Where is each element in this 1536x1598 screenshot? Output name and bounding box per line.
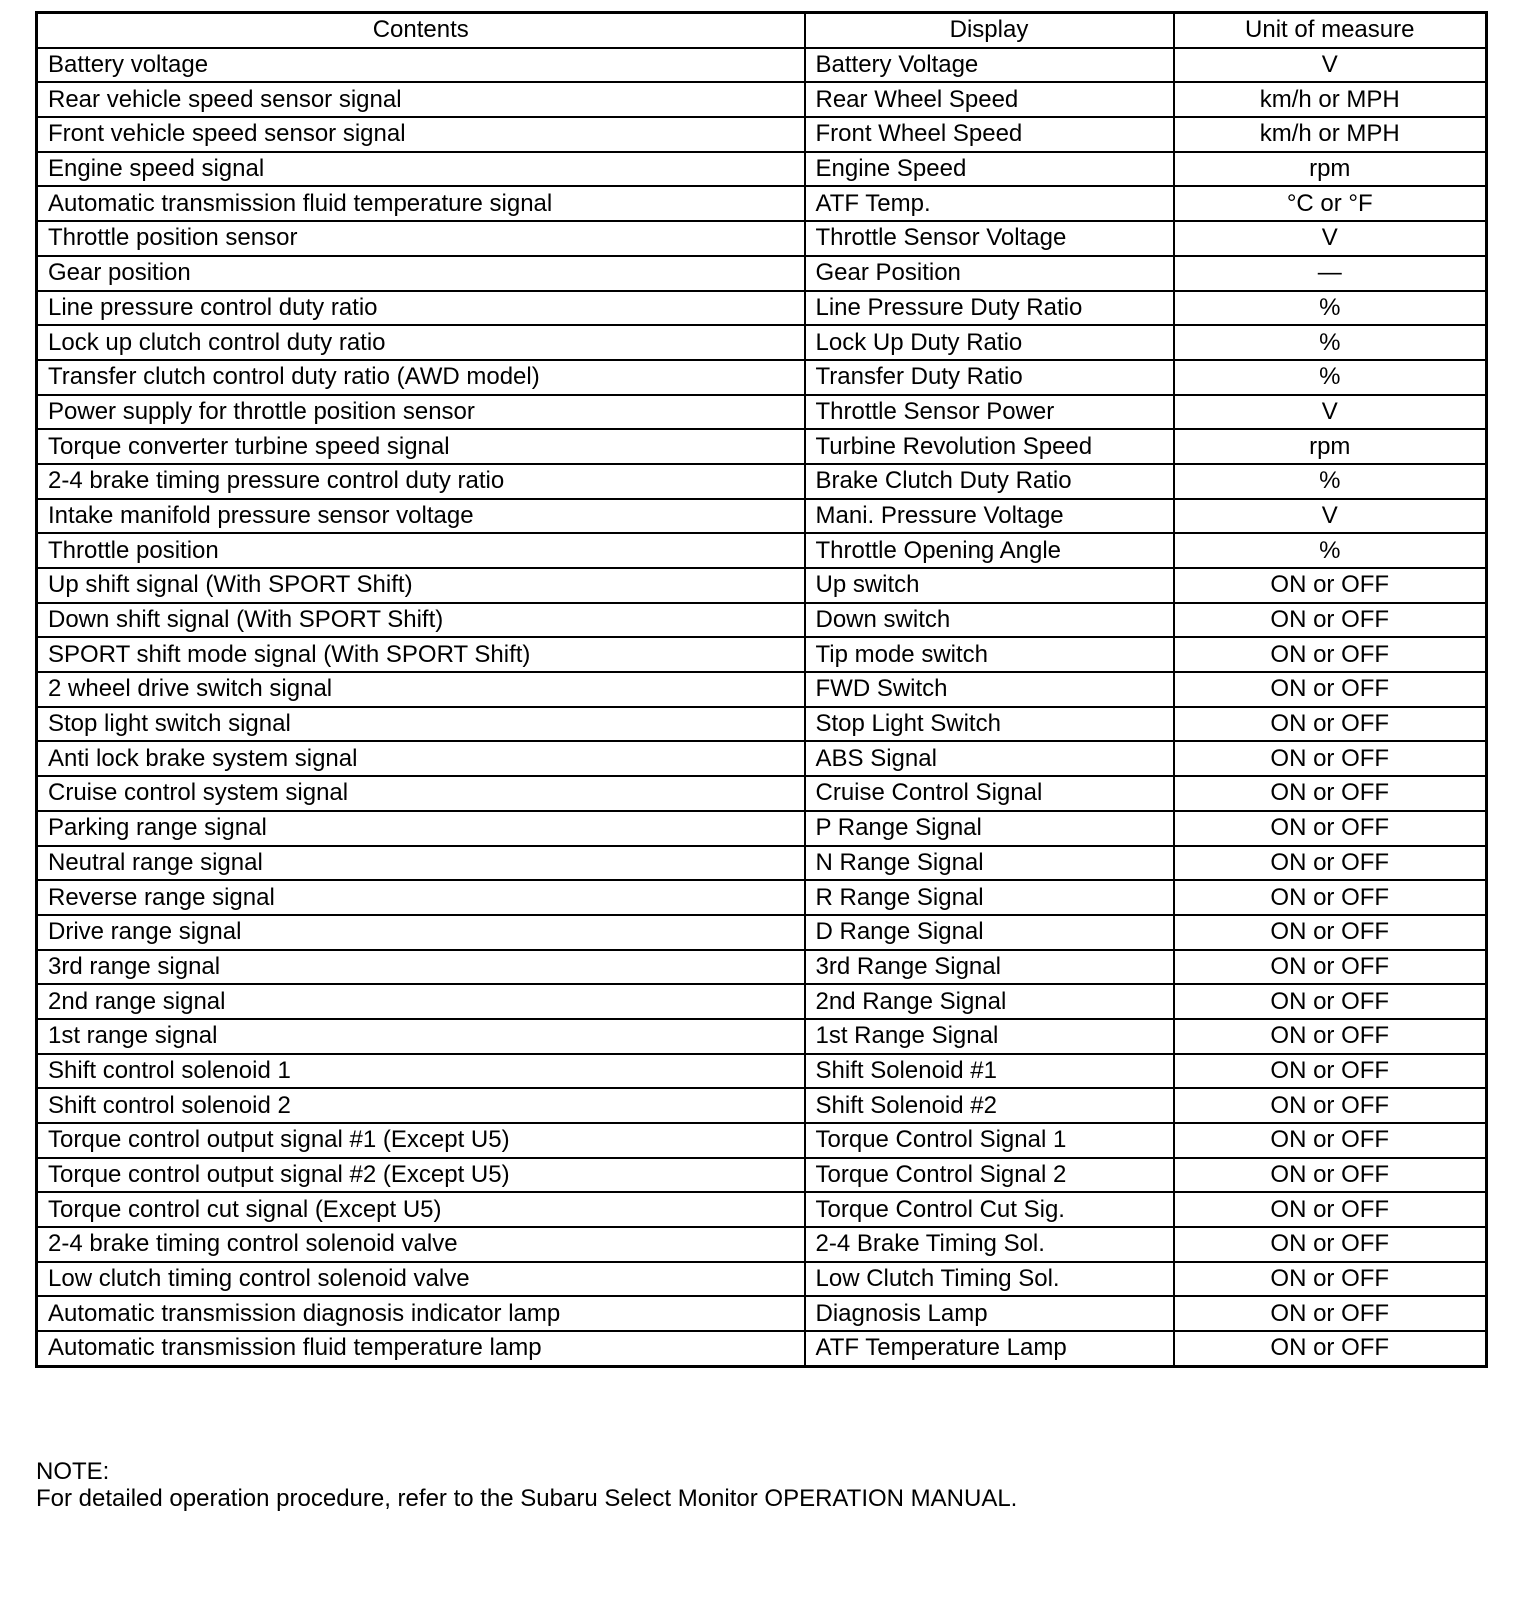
row-unit-cell: ON or OFF — [1174, 568, 1487, 603]
row-display-cell: 2nd Range Signal — [805, 984, 1174, 1019]
table-row — [37, 741, 1487, 776]
row-display-cell: Brake Clutch Duty Ratio — [805, 464, 1174, 499]
row-contents-cell: Throttle position — [37, 533, 805, 568]
table-row — [37, 429, 1487, 464]
row-contents-cell: Low clutch timing control solenoid valve — [37, 1262, 805, 1297]
table-row — [37, 1123, 1487, 1158]
table-row — [37, 1227, 1487, 1262]
row-unit-cell: ON or OFF — [1174, 1088, 1487, 1123]
row-contents-cell: Automatic transmission fluid temperature signal — [37, 186, 805, 221]
table-row — [37, 915, 1487, 950]
row-display-cell: 1st Range Signal — [805, 1019, 1174, 1054]
row-contents-cell: Gear position — [37, 256, 805, 291]
row-unit-cell: °C or °F — [1174, 186, 1487, 221]
row-contents-cell: Up shift signal (With SPORT Shift) — [37, 568, 805, 603]
header-contents: Contents — [37, 13, 805, 48]
row-unit-cell: ON or OFF — [1174, 1227, 1487, 1262]
row-contents-cell: Automatic transmission diagnosis indicator lamp — [37, 1296, 805, 1331]
row-display-cell: Torque Control Cut Sig. — [805, 1192, 1174, 1227]
table-row — [37, 568, 1487, 603]
row-contents-cell: Power supply for throttle position sensor — [37, 395, 805, 430]
row-unit-cell: ON or OFF — [1174, 846, 1487, 881]
row-unit-cell: ON or OFF — [1174, 741, 1487, 776]
row-unit-cell: ON or OFF — [1174, 915, 1487, 950]
row-display-cell: Cruise Control Signal — [805, 776, 1174, 811]
table-header-row — [37, 13, 1487, 48]
row-unit-cell: km/h or MPH — [1174, 117, 1487, 152]
row-unit-cell: ON or OFF — [1174, 950, 1487, 985]
row-display-cell: Rear Wheel Speed — [805, 82, 1174, 117]
table-row — [37, 1262, 1487, 1297]
row-display-cell: Up switch — [805, 568, 1174, 603]
row-display-cell: Engine Speed — [805, 152, 1174, 187]
row-display-cell: Front Wheel Speed — [805, 117, 1174, 152]
row-unit-cell: ON or OFF — [1174, 1262, 1487, 1297]
row-contents-cell: Down shift signal (With SPORT Shift) — [37, 603, 805, 638]
row-display-cell: FWD Switch — [805, 672, 1174, 707]
row-unit-cell: ON or OFF — [1174, 776, 1487, 811]
row-unit-cell: ON or OFF — [1174, 984, 1487, 1019]
row-display-cell: 2-4 Brake Timing Sol. — [805, 1227, 1174, 1262]
row-contents-cell: Front vehicle speed sensor signal — [37, 117, 805, 152]
row-unit-cell: V — [1174, 395, 1487, 430]
table-row — [37, 880, 1487, 915]
table-row — [37, 1088, 1487, 1123]
row-unit-cell: — — [1174, 256, 1487, 291]
row-unit-cell: % — [1174, 291, 1487, 326]
row-display-cell: Diagnosis Lamp — [805, 1296, 1174, 1331]
row-contents-cell: 2nd range signal — [37, 984, 805, 1019]
table-row — [37, 811, 1487, 846]
row-contents-cell: Transfer clutch control duty ratio (AWD model) — [37, 360, 805, 395]
row-display-cell: ABS Signal — [805, 741, 1174, 776]
table-row — [37, 846, 1487, 881]
row-contents-cell: Torque converter turbine speed signal — [37, 429, 805, 464]
row-contents-cell: Rear vehicle speed sensor signal — [37, 82, 805, 117]
row-display-cell: R Range Signal — [805, 880, 1174, 915]
row-contents-cell: Shift control solenoid 2 — [37, 1088, 805, 1123]
row-unit-cell: V — [1174, 48, 1487, 83]
row-contents-cell: Lock up clutch control duty ratio — [37, 325, 805, 360]
row-display-cell: Shift Solenoid #2 — [805, 1088, 1174, 1123]
note-text: For detailed operation procedure, refer to the Subaru Select Monitor OPERATION MANUAL. — [36, 1485, 1018, 1512]
table-body — [37, 48, 1487, 1367]
row-contents-cell: Throttle position sensor — [37, 221, 805, 256]
row-contents-cell: Reverse range signal — [37, 880, 805, 915]
row-unit-cell: ON or OFF — [1174, 1019, 1487, 1054]
table-row — [37, 776, 1487, 811]
row-contents-cell: Torque control output signal #2 (Except U5) — [37, 1158, 805, 1193]
row-display-cell: Line Pressure Duty Ratio — [805, 291, 1174, 326]
row-unit-cell: % — [1174, 464, 1487, 499]
row-contents-cell: Torque control output signal #1 (Except U5) — [37, 1123, 805, 1158]
row-unit-cell: ON or OFF — [1174, 1123, 1487, 1158]
row-unit-cell: ON or OFF — [1174, 672, 1487, 707]
row-contents-cell: Battery voltage — [37, 48, 805, 83]
row-display-cell: Battery Voltage — [805, 48, 1174, 83]
row-contents-cell: Neutral range signal — [37, 846, 805, 881]
row-display-cell: Throttle Sensor Power — [805, 395, 1174, 430]
row-unit-cell: ON or OFF — [1174, 637, 1487, 672]
row-unit-cell: km/h or MPH — [1174, 82, 1487, 117]
row-contents-cell: Automatic transmission fluid temperature lamp — [37, 1331, 805, 1366]
table-row — [37, 395, 1487, 430]
row-unit-cell: V — [1174, 499, 1487, 534]
row-unit-cell: ON or OFF — [1174, 1192, 1487, 1227]
row-unit-cell: ON or OFF — [1174, 1054, 1487, 1089]
table-row — [37, 637, 1487, 672]
row-display-cell: Transfer Duty Ratio — [805, 360, 1174, 395]
row-contents-cell: Engine speed signal — [37, 152, 805, 187]
row-unit-cell: ON or OFF — [1174, 1331, 1487, 1366]
table-row — [37, 1019, 1487, 1054]
table-row — [37, 1158, 1487, 1193]
table-row — [37, 1054, 1487, 1089]
row-unit-cell: V — [1174, 221, 1487, 256]
table-row — [37, 256, 1487, 291]
row-unit-cell: % — [1174, 325, 1487, 360]
header-display: Display — [805, 13, 1174, 48]
row-display-cell: ATF Temperature Lamp — [805, 1331, 1174, 1366]
row-contents-cell: Shift control solenoid 1 — [37, 1054, 805, 1089]
row-contents-cell: Intake manifold pressure sensor voltage — [37, 499, 805, 534]
table-row — [37, 82, 1487, 117]
row-unit-cell: % — [1174, 533, 1487, 568]
table-row — [37, 291, 1487, 326]
table-row — [37, 186, 1487, 221]
table-row — [37, 1192, 1487, 1227]
row-unit-cell: rpm — [1174, 429, 1487, 464]
row-contents-cell: 2-4 brake timing pressure control duty ratio — [37, 464, 805, 499]
row-display-cell: Tip mode switch — [805, 637, 1174, 672]
row-display-cell: Gear Position — [805, 256, 1174, 291]
row-contents-cell: 2-4 brake timing control solenoid valve — [37, 1227, 805, 1262]
row-contents-cell: Cruise control system signal — [37, 776, 805, 811]
row-contents-cell: Stop light switch signal — [37, 707, 805, 742]
row-unit-cell: ON or OFF — [1174, 1296, 1487, 1331]
row-display-cell: Stop Light Switch — [805, 707, 1174, 742]
monitor-items-table — [35, 11, 1488, 1368]
row-display-cell: ATF Temp. — [805, 186, 1174, 221]
row-contents-cell: Parking range signal — [37, 811, 805, 846]
row-contents-cell: Anti lock brake system signal — [37, 741, 805, 776]
table-row — [37, 48, 1487, 83]
row-display-cell: Down switch — [805, 603, 1174, 638]
table-row — [37, 984, 1487, 1019]
row-display-cell: Low Clutch Timing Sol. — [805, 1262, 1174, 1297]
row-contents-cell: Torque control cut signal (Except U5) — [37, 1192, 805, 1227]
row-unit-cell: ON or OFF — [1174, 880, 1487, 915]
row-unit-cell: ON or OFF — [1174, 811, 1487, 846]
table-row — [37, 533, 1487, 568]
table-row — [37, 603, 1487, 638]
table-row — [37, 464, 1487, 499]
table-row — [37, 117, 1487, 152]
row-contents-cell: 1st range signal — [37, 1019, 805, 1054]
row-contents-cell: 2 wheel drive switch signal — [37, 672, 805, 707]
row-display-cell: Throttle Sensor Voltage — [805, 221, 1174, 256]
row-display-cell: D Range Signal — [805, 915, 1174, 950]
table-row — [37, 1331, 1487, 1366]
table-row — [37, 950, 1487, 985]
row-display-cell: Torque Control Signal 2 — [805, 1158, 1174, 1193]
header-unit-of-measure: Unit of measure — [1174, 13, 1487, 48]
table-row — [37, 325, 1487, 360]
row-display-cell: Shift Solenoid #1 — [805, 1054, 1174, 1089]
row-display-cell: N Range Signal — [805, 846, 1174, 881]
row-contents-cell: Drive range signal — [37, 915, 805, 950]
table-row — [37, 672, 1487, 707]
note-block — [36, 1458, 1017, 1512]
table-row — [37, 1296, 1487, 1331]
row-unit-cell: rpm — [1174, 152, 1487, 187]
row-display-cell: P Range Signal — [805, 811, 1174, 846]
row-display-cell: 3rd Range Signal — [805, 950, 1174, 985]
row-unit-cell: ON or OFF — [1174, 1158, 1487, 1193]
table-row — [37, 152, 1487, 187]
row-unit-cell: % — [1174, 360, 1487, 395]
table-row — [37, 360, 1487, 395]
row-display-cell: Mani. Pressure Voltage — [805, 499, 1174, 534]
row-contents-cell: 3rd range signal — [37, 950, 805, 985]
row-unit-cell: ON or OFF — [1174, 707, 1487, 742]
note-heading: NOTE: — [36, 1458, 110, 1485]
row-display-cell: Lock Up Duty Ratio — [805, 325, 1174, 360]
table-row — [37, 499, 1487, 534]
row-display-cell: Throttle Opening Angle — [805, 533, 1174, 568]
row-contents-cell: SPORT shift mode signal (With SPORT Shift) — [37, 637, 805, 672]
row-contents-cell: Line pressure control duty ratio — [37, 291, 805, 326]
table-row — [37, 221, 1487, 256]
row-display-cell: Turbine Revolution Speed — [805, 429, 1174, 464]
row-unit-cell: ON or OFF — [1174, 603, 1487, 638]
table-row — [37, 707, 1487, 742]
monitor-items-table-wrapper — [35, 11, 1485, 1368]
row-display-cell: Torque Control Signal 1 — [805, 1123, 1174, 1158]
